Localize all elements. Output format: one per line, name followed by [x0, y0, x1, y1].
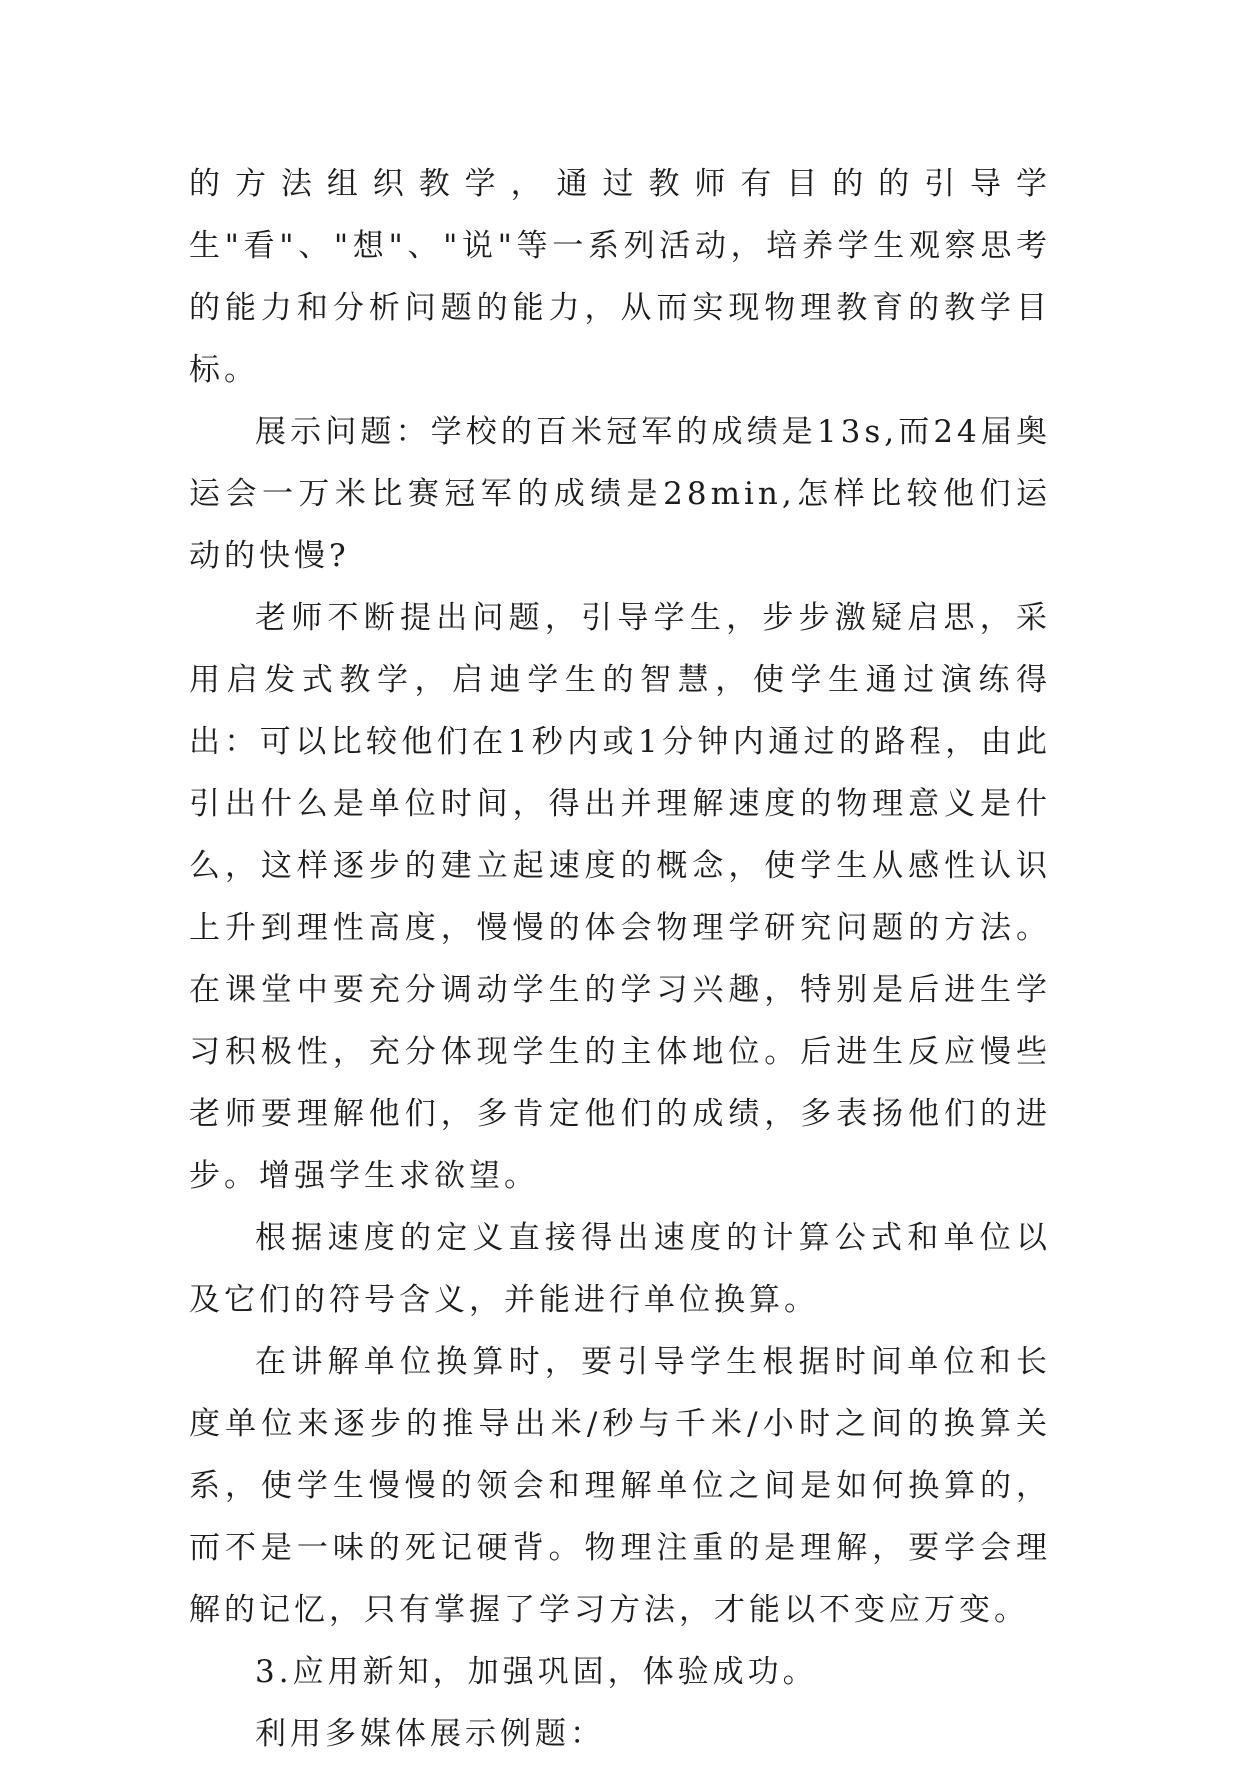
paragraph: 根据速度的定义直接得出速度的计算公式和单位以及它们的符号含义，并能进行单位换算。 [189, 1220, 1051, 1318]
paragraph: 利用多媒体展示例题： [255, 1716, 605, 1752]
document-body [189, 153, 1051, 1765]
paragraph: 的方法组织教学，通过教师有目的的引导学生"看"、"想"、"说"等一系列活动，培养学生观察思考的能力和分析问题的能力，从而实现物理教育的教学目标。 [189, 166, 1051, 388]
paragraph: 展示问题：学校的百米冠军的成绩是13s,而24届奥运会一万米比赛冠军的成绩是28min,怎样比较他们运动的快慢? [189, 414, 1051, 574]
paragraph: 3.应用新知，加强巩固，体验成功。 [255, 1654, 818, 1690]
paragraph: 老师不断提出问题，引导学生，步步激疑启思，采用启发式教学，启迪学生的智慧，使学生通过演练得出：可以比较他们在1秒内或1分钟内通过的路程，由此引出什么是单位时间，得出并理解速度的物理意义是什么，这样逐步的建立起速度的概念，使学生从感性认识上升到理性高度，慢慢的体会物理学研究问题的方法。在课堂中要充分调动学生的学习兴趣，特别是后进生学习积极性，充分体现学生的主体地位。后进生反应慢些老师要理解他们，多肯定他们的成绩，多表扬他们的进步。增强学生求欲望。 [189, 600, 1051, 1194]
paragraph: 在讲解单位换算时，要引导学生根据时间单位和长度单位来逐步的推导出米/秒与千米/小时之间的换算关系，使学生慢慢的领会和理解单位之间是如何换算的，而不是一味的死记硬背。物理注重的是理解，要学会理解的记忆，只有掌握了学习方法，才能以不变应万变。 [189, 1344, 1051, 1628]
